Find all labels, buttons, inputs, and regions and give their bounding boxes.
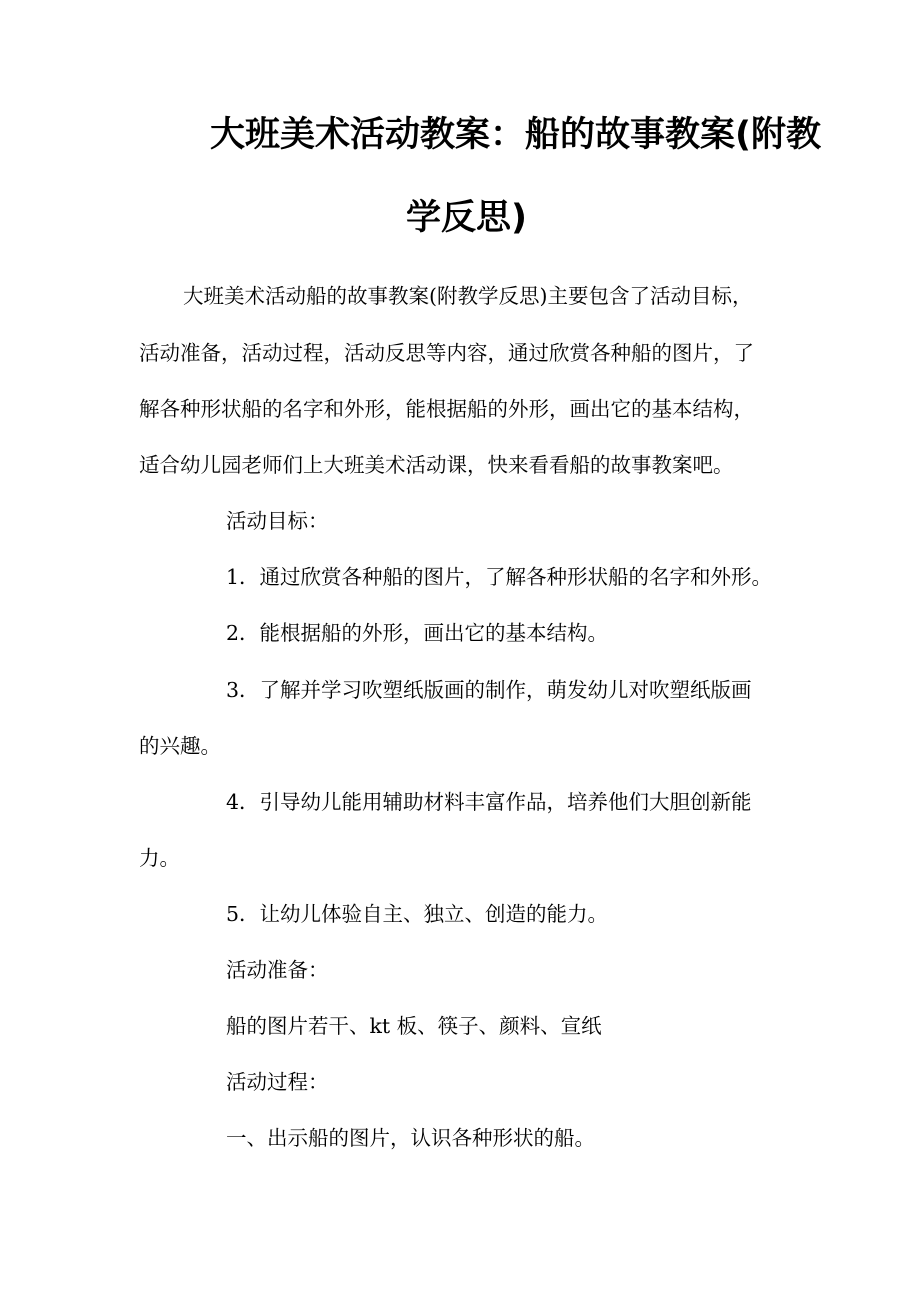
goal-item-5: 5．让幼儿体验自主、独立、创造的能力。 [226, 902, 609, 926]
document-title-line-2: 学反思) [406, 198, 527, 238]
intro-line-2: 活动准备，活动过程，活动反思等内容，通过欣赏各种船的图片，了 [139, 341, 754, 365]
goals-heading: 活动目标： [226, 509, 329, 533]
process-heading: 活动过程： [226, 1070, 329, 1094]
goal-item-2: 2．能根据船的外形，画出它的基本结构。 [226, 621, 609, 645]
goal-item-4-line-1: 4．引导幼儿能用辅助材料丰富作品，培养他们大胆创新能 [226, 790, 752, 814]
process-step-1: 一、出示船的图片，认识各种形状的船。 [226, 1126, 595, 1150]
goal-item-4-line-2: 力。 [139, 846, 180, 870]
goal-item-3-line-1: 3．了解并学习吹塑纸版画的制作，萌发幼儿对吹塑纸版画 [226, 678, 752, 702]
document-title-line-1: 大班美术活动教案：船的故事教案(附教 [210, 115, 821, 155]
intro-line-3: 解各种形状船的名字和外形，能根据船的外形，画出它的基本结构， [139, 397, 754, 421]
intro-line-4: 适合幼儿园老师们上大班美术活动课，快来看看船的故事教案吧。 [139, 453, 734, 477]
prep-text: 船的图片若干、kt 板、筷子、颜料、宣纸 [226, 1014, 602, 1038]
prep-heading: 活动准备： [226, 958, 329, 982]
intro-line-1: 大班美术活动船的故事教案(附教学反思)主要包含了活动目标， [183, 284, 753, 308]
goal-item-3-line-2: 的兴趣。 [139, 734, 221, 758]
goal-item-1: 1．通过欣赏各种船的图片，了解各种形状船的名字和外形。 [226, 565, 773, 589]
